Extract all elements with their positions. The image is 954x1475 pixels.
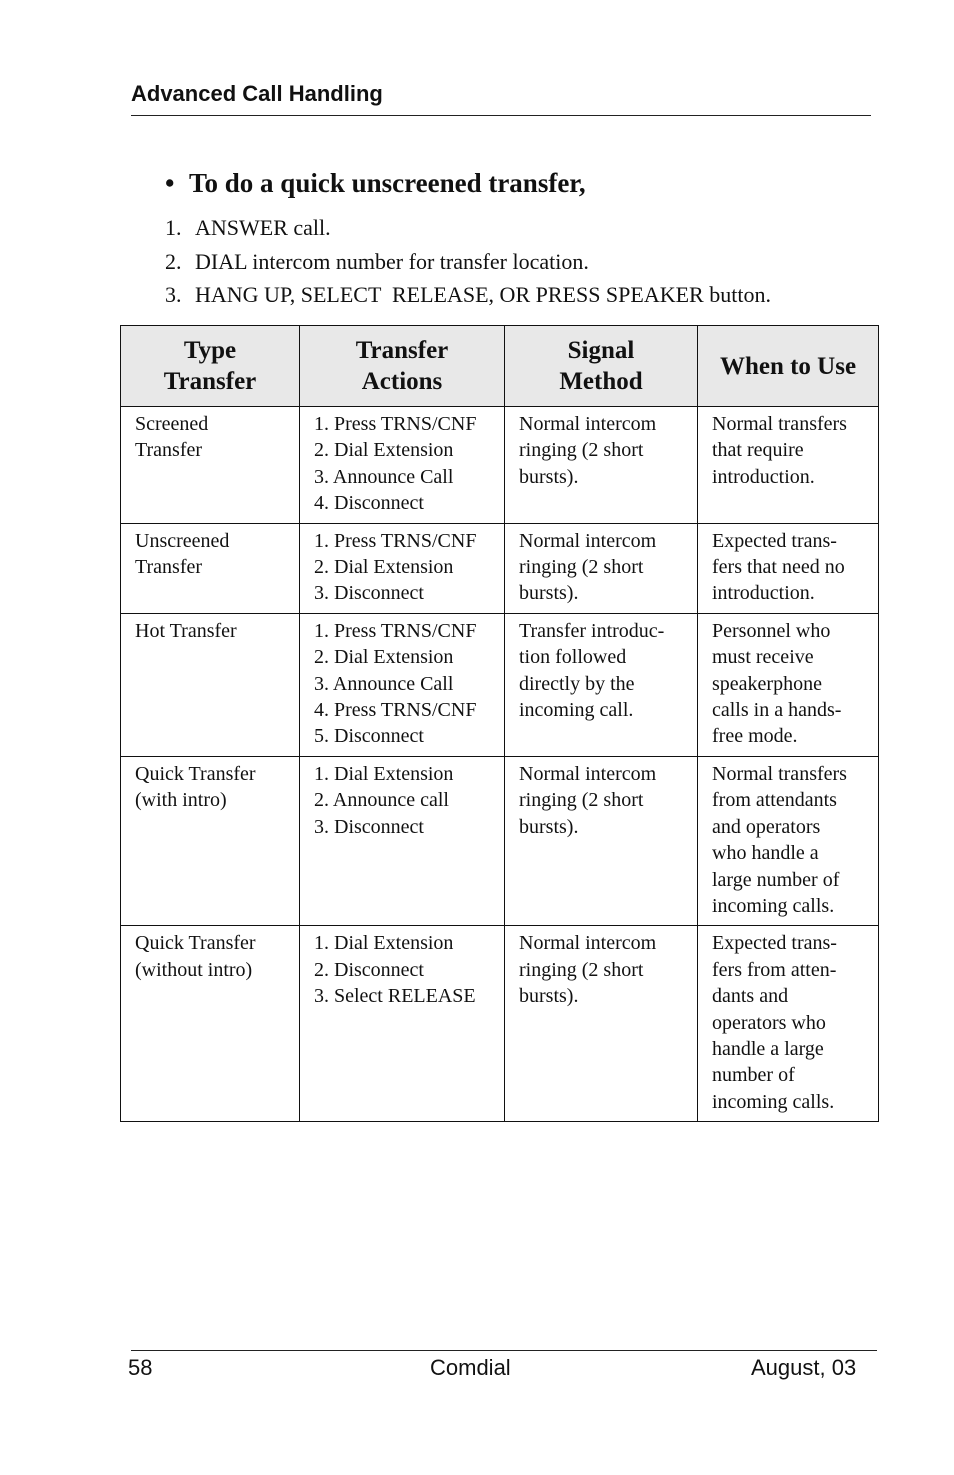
- procedure-step: [165, 211, 771, 245]
- cell-line: ringing (2 short: [519, 789, 644, 812]
- procedure-steps: [165, 211, 771, 312]
- cell-lines: [135, 761, 287, 814]
- cell-line: bursts).: [519, 465, 579, 488]
- cell-line: 5. Disconnect: [314, 725, 424, 748]
- cell-lines: [712, 930, 866, 1115]
- table-row: [121, 613, 879, 756]
- cell-lines: [712, 528, 866, 607]
- footer-date: August, 03: [751, 1355, 857, 1380]
- procedure-step: [165, 278, 771, 312]
- cell-lines: [314, 930, 492, 1009]
- cell-line: ringing (2 short: [519, 439, 644, 462]
- cell-lines: [314, 618, 492, 750]
- header-line: Method: [559, 368, 643, 395]
- cell-line: introduction.: [712, 582, 815, 605]
- cell-lines: [519, 930, 685, 1009]
- cell-line: bursts).: [519, 985, 579, 1008]
- cell-lines: [135, 930, 287, 983]
- cell-when-to-use: [698, 756, 879, 925]
- table-row: [121, 523, 879, 613]
- cell-line: speakerphone: [712, 672, 822, 695]
- cell-line: Normal intercom: [519, 762, 657, 785]
- page-number: 58: [128, 1355, 153, 1380]
- cell-line: who handle a: [712, 842, 819, 865]
- step-number: 2.: [165, 248, 182, 274]
- cell-lines: [135, 411, 287, 464]
- step-number: 3.: [165, 282, 182, 307]
- cell-line: tion followed: [519, 646, 627, 669]
- cell-line: 1. Dial Extension: [314, 762, 454, 785]
- cell-line: handle a large: [712, 1037, 824, 1060]
- cell-line: introduction.: [712, 465, 815, 488]
- cell-line: calls in a hands-: [712, 699, 842, 722]
- cell-line: must receive: [712, 646, 814, 669]
- cell-line: 3. Disconnect: [314, 582, 424, 605]
- cell-line: ringing (2 short: [519, 556, 644, 579]
- step-text: ANSWER call.: [195, 215, 331, 240]
- cell-line: 2. Announce call: [314, 789, 449, 812]
- cell-line: that require: [712, 439, 804, 462]
- cell-line: Expected trans-: [712, 529, 837, 552]
- cell-line: (without intro): [135, 958, 253, 981]
- cell-type-transfer: [121, 926, 300, 1122]
- cell-line: Quick Transfer: [135, 932, 256, 955]
- cell-type-transfer: [121, 613, 300, 756]
- cell-when-to-use: [698, 613, 879, 756]
- cell-type-transfer: [121, 756, 300, 925]
- cell-signal-method: [505, 926, 698, 1122]
- running-header-title: Advanced Call Handling: [131, 81, 383, 106]
- table-row: [121, 407, 879, 524]
- table-body: [121, 407, 879, 1122]
- cell-line: incoming call.: [519, 699, 634, 722]
- cell-line: Normal transfers: [712, 413, 847, 435]
- header-line: Signal: [567, 337, 635, 364]
- cell-transfer-actions: [300, 613, 505, 756]
- cell-when-to-use: [698, 926, 879, 1122]
- cell-line: Normal intercom: [519, 932, 657, 955]
- cell-lines: [519, 761, 685, 840]
- cell-type-transfer: [121, 523, 300, 613]
- cell-lines: [519, 411, 685, 490]
- header-line: Actions: [361, 368, 443, 395]
- cell-transfer-actions: [300, 926, 505, 1122]
- cell-line: Unscreened: [135, 529, 230, 552]
- cell-signal-method: [505, 756, 698, 925]
- header-line: Transfer: [163, 368, 257, 395]
- cell-signal-method: [505, 407, 698, 524]
- cell-line: operators who: [712, 1011, 826, 1034]
- cell-line: Transfer introduc-: [519, 619, 665, 642]
- cell-line: Expected trans-: [712, 932, 837, 955]
- footer-divider: [131, 1350, 877, 1351]
- table-header-row: [121, 326, 879, 407]
- column-header-signal-method: [505, 326, 698, 407]
- header-line: Transfer: [355, 337, 449, 364]
- cell-line: 3. Announce Call: [314, 465, 454, 488]
- cell-type-transfer: [121, 407, 300, 524]
- header-line: Type: [183, 337, 237, 364]
- cell-line: Hot Transfer: [135, 619, 237, 642]
- cell-lines: [519, 528, 685, 607]
- cell-line: bursts).: [519, 582, 579, 605]
- section-heading: [165, 166, 586, 200]
- column-header-type-transfer: [121, 326, 300, 407]
- cell-signal-method: [505, 523, 698, 613]
- cell-line: 4. Press TRNS/CNF: [314, 699, 477, 722]
- cell-line: (with intro): [135, 789, 227, 812]
- cell-lines: [712, 411, 866, 490]
- cell-line: ringing (2 short: [519, 958, 644, 981]
- cell-transfer-actions: [300, 756, 505, 925]
- cell-line: 3. Select RELEASE: [314, 985, 476, 1008]
- section-heading-text: To do a quick unscreened transfer,: [189, 168, 586, 198]
- cell-when-to-use: [698, 523, 879, 613]
- cell-lines: [314, 528, 492, 607]
- cell-line: 2. Dial Extension: [314, 439, 454, 462]
- cell-lines: [712, 618, 866, 750]
- step-number: 1.: [165, 215, 182, 240]
- cell-line: 1. Press TRNS/CNF: [314, 413, 477, 435]
- cell-line: large number of: [712, 868, 840, 891]
- cell-lines: [135, 528, 287, 581]
- bullet-glyph: •: [165, 168, 175, 198]
- cell-line: 3. Announce Call: [314, 672, 454, 695]
- cell-line: and operators: [712, 815, 821, 838]
- cell-line: number of: [712, 1064, 795, 1087]
- cell-line: Screened: [135, 413, 209, 435]
- cell-lines: [135, 618, 287, 644]
- cell-line: 1. Dial Extension: [314, 932, 454, 955]
- cell-line: 2. Dial Extension: [314, 646, 454, 669]
- step-text: HANG UP, SELECT RELEASE, OR PRESS SPEAKER button.: [195, 282, 771, 307]
- cell-line: Personnel who: [712, 619, 831, 642]
- cell-line: Normal intercom: [519, 413, 657, 435]
- cell-line: Normal transfers: [712, 762, 847, 785]
- cell-line: fers from atten-: [712, 958, 837, 981]
- cell-line: 1. Press TRNS/CNF: [314, 619, 477, 642]
- cell-line: 2. Dial Extension: [314, 556, 454, 579]
- table-row: [121, 756, 879, 925]
- header-line: When to Use: [719, 352, 857, 380]
- cell-lines: [314, 411, 492, 517]
- cell-line: fers that need no: [712, 556, 845, 579]
- cell-lines: [712, 761, 866, 919]
- cell-line: Transfer: [135, 439, 203, 462]
- cell-signal-method: [505, 613, 698, 756]
- footer-publisher: Comdial: [430, 1355, 511, 1380]
- step-text: DIAL intercom number for transfer location.: [195, 248, 589, 274]
- procedure-step: [165, 245, 771, 279]
- cell-line: bursts).: [519, 815, 579, 838]
- cell-lines: [314, 761, 492, 840]
- table-row: [121, 926, 879, 1122]
- cell-line: free mode.: [712, 725, 798, 748]
- cell-line: incoming calls.: [712, 1090, 835, 1113]
- cell-line: Normal intercom: [519, 529, 657, 552]
- cell-line: 3. Disconnect: [314, 815, 424, 838]
- cell-line: from attendants: [712, 789, 837, 812]
- column-header-when-to-use: [698, 326, 879, 407]
- cell-when-to-use: [698, 407, 879, 524]
- cell-line: incoming calls.: [712, 894, 835, 917]
- transfer-types-table: [120, 325, 879, 1122]
- cell-line: Quick Transfer: [135, 762, 256, 785]
- cell-transfer-actions: [300, 523, 505, 613]
- cell-line: 1. Press TRNS/CNF: [314, 529, 477, 552]
- cell-line: 4. Disconnect: [314, 492, 424, 515]
- header-divider: [131, 115, 871, 116]
- cell-line: directly by the: [519, 672, 635, 695]
- cell-line: Transfer: [135, 556, 203, 579]
- cell-line: dants and: [712, 985, 789, 1008]
- cell-lines: [519, 618, 685, 724]
- column-header-transfer-actions: [300, 326, 505, 407]
- cell-line: 2. Disconnect: [314, 958, 424, 981]
- cell-transfer-actions: [300, 407, 505, 524]
